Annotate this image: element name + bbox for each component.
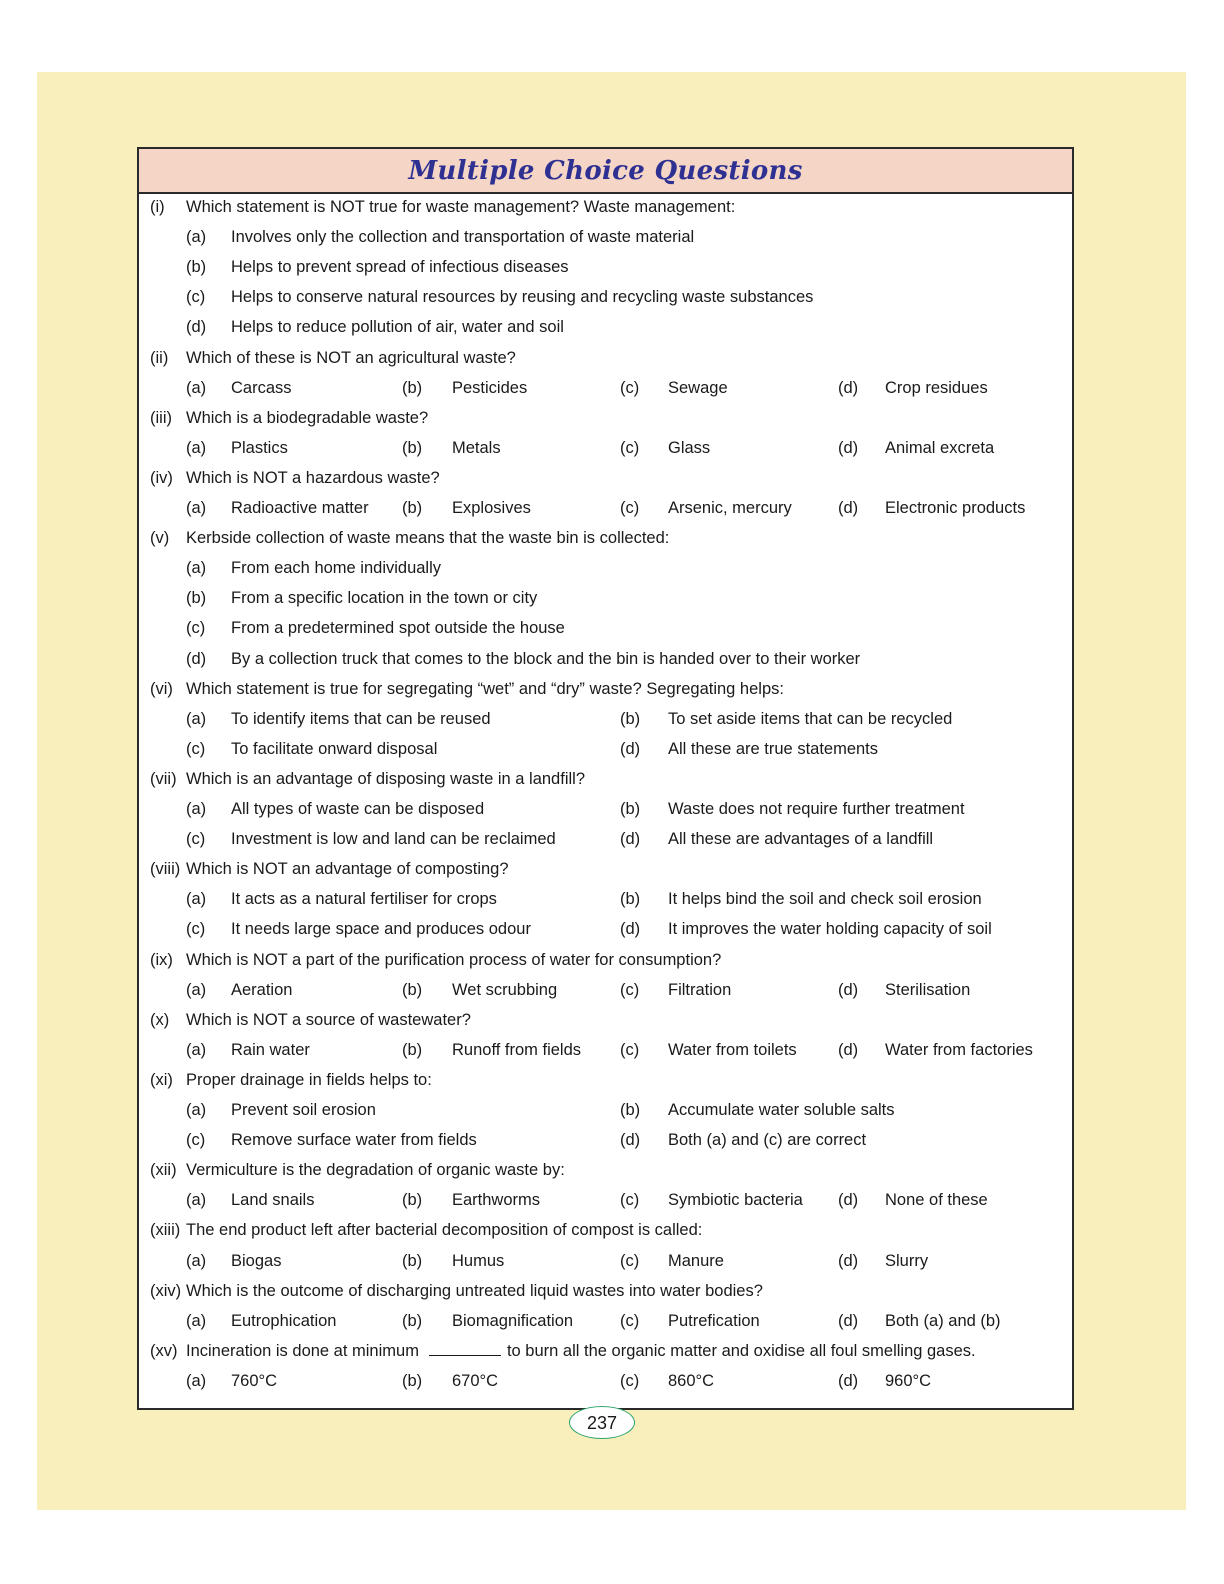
option-label: (a) bbox=[186, 1371, 207, 1390]
option-label: (d) bbox=[620, 920, 641, 939]
question-row bbox=[139, 1336, 1072, 1366]
option-label: (c) bbox=[620, 1251, 640, 1270]
question-row bbox=[139, 1065, 1072, 1095]
option-text: None of these bbox=[885, 1191, 988, 1210]
question-number: (vii) bbox=[150, 769, 177, 788]
option-label: (b) bbox=[402, 1040, 423, 1059]
option-label: (b) bbox=[620, 1101, 641, 1119]
option-text: Manure bbox=[668, 1251, 724, 1270]
option-label: (d) bbox=[186, 318, 207, 337]
section-title: Multiple Choice Questions bbox=[408, 156, 803, 186]
option-text: All these are advantages of a landfill bbox=[668, 830, 934, 849]
question-number: (iv) bbox=[150, 468, 173, 487]
option-text: It helps bind the soil and check soil erosion bbox=[668, 890, 982, 909]
option-text: Earthworms bbox=[452, 1191, 541, 1210]
fill-in-blank bbox=[429, 1339, 501, 1356]
question-row bbox=[139, 343, 1072, 373]
option-label: (c) bbox=[186, 1131, 206, 1150]
option-row bbox=[139, 1366, 1072, 1396]
option-text: Helps to prevent spread of infectious diseases bbox=[231, 258, 569, 277]
question-number: (xiv) bbox=[150, 1281, 182, 1300]
option-row bbox=[139, 312, 1072, 342]
question-row bbox=[139, 1005, 1072, 1035]
option-label: (d) bbox=[838, 1251, 859, 1270]
option-text: Helps to conserve natural resources by reusing and recycling waste substances bbox=[231, 288, 814, 307]
option-label: (c) bbox=[186, 830, 206, 849]
option-row bbox=[139, 704, 1072, 734]
option-label: (d) bbox=[620, 830, 641, 849]
option-label: (c) bbox=[186, 920, 206, 939]
option-text: Water from toilets bbox=[668, 1040, 797, 1059]
option-row bbox=[139, 493, 1072, 523]
option-text: Carcass bbox=[231, 378, 292, 397]
option-label: (a) bbox=[186, 1251, 207, 1270]
question-text: Which is a biodegradable waste? bbox=[186, 408, 429, 427]
option-label: (d) bbox=[838, 980, 859, 999]
option-text: Slurry bbox=[885, 1251, 929, 1270]
option-label: (b) bbox=[402, 438, 423, 457]
option-text: Arsenic, mercury bbox=[668, 499, 792, 517]
question-number: (xv) bbox=[150, 1341, 178, 1360]
option-text: Electronic products bbox=[885, 499, 1026, 517]
question-number: (ix) bbox=[150, 950, 173, 969]
option-label: (b) bbox=[402, 1191, 423, 1210]
option-text: Putrefication bbox=[668, 1311, 760, 1330]
option-row bbox=[139, 282, 1072, 312]
question-text: Which is NOT a source of wastewater? bbox=[186, 1010, 471, 1029]
option-label: (d) bbox=[620, 739, 641, 758]
option-text: Prevent soil erosion bbox=[231, 1101, 376, 1119]
option-text: It acts as a natural fertiliser for crops bbox=[231, 890, 497, 909]
option-text: Remove surface water from fields bbox=[231, 1131, 477, 1150]
option-label: (a) bbox=[186, 438, 207, 457]
option-text: From each home individually bbox=[231, 559, 442, 578]
option-text: Sewage bbox=[668, 378, 728, 397]
question-text: Which of these is NOT an agricultural waste? bbox=[186, 348, 516, 367]
option-row bbox=[139, 1035, 1072, 1065]
option-text: Both (a) and (c) are correct bbox=[668, 1131, 867, 1150]
option-label: (a) bbox=[186, 1101, 207, 1119]
option-text: 960°C bbox=[885, 1371, 932, 1390]
option-text: Accumulate water soluble salts bbox=[668, 1101, 895, 1119]
option-label: (a) bbox=[186, 499, 207, 517]
option-text: Glass bbox=[668, 438, 711, 457]
question-number: (vi) bbox=[150, 679, 173, 698]
option-text: 860°C bbox=[668, 1371, 715, 1390]
option-text: Humus bbox=[452, 1251, 505, 1270]
question-text-after: to burn all the organic matter and oxidise all foul smelling gases. bbox=[506, 1341, 976, 1360]
mcq-box bbox=[137, 147, 1074, 1410]
option-text: Rain water bbox=[231, 1040, 310, 1059]
option-row bbox=[139, 1246, 1072, 1276]
option-label: (d) bbox=[838, 1371, 859, 1390]
question-row bbox=[139, 523, 1072, 553]
question-text: Which is NOT a hazardous waste? bbox=[186, 468, 440, 487]
option-row bbox=[139, 914, 1072, 944]
question-row bbox=[139, 1276, 1072, 1306]
option-label: (c) bbox=[186, 619, 206, 638]
option-text: 670°C bbox=[452, 1371, 499, 1390]
option-label: (c) bbox=[620, 1040, 640, 1059]
option-row bbox=[139, 1095, 1072, 1125]
question-number: (xiii) bbox=[150, 1221, 181, 1240]
option-text: From a specific location in the town or city bbox=[231, 589, 538, 608]
option-label: (b) bbox=[402, 980, 423, 999]
option-text: By a collection truck that comes to the block and the bin is handed over to their worker bbox=[231, 649, 861, 668]
option-text: Both (a) and (b) bbox=[885, 1311, 1001, 1330]
option-label: (b) bbox=[402, 1311, 423, 1330]
question-text: Which is an advantage of disposing waste in a landfill? bbox=[186, 769, 585, 788]
question-text: Which statement is NOT true for waste management? Waste management: bbox=[186, 198, 736, 216]
option-row bbox=[139, 1306, 1072, 1336]
option-label: (a) bbox=[186, 709, 207, 728]
option-text: Eutrophication bbox=[231, 1311, 337, 1330]
option-label: (b) bbox=[402, 499, 423, 517]
option-text: Involves only the collection and transportation of waste material bbox=[231, 228, 695, 247]
question-number: (x) bbox=[150, 1010, 170, 1029]
question-row bbox=[139, 1155, 1072, 1185]
option-label: (c) bbox=[620, 1311, 640, 1330]
option-label: (b) bbox=[402, 1371, 423, 1390]
option-label: (b) bbox=[620, 709, 641, 728]
question-row bbox=[139, 854, 1072, 884]
option-label: (c) bbox=[620, 980, 640, 999]
option-text: Crop residues bbox=[885, 378, 988, 397]
option-label: (c) bbox=[186, 739, 206, 758]
option-row bbox=[139, 794, 1072, 824]
option-row bbox=[139, 373, 1072, 403]
question-row bbox=[139, 1215, 1072, 1245]
option-row bbox=[139, 1185, 1072, 1215]
question-number: (i) bbox=[150, 198, 165, 216]
option-row bbox=[139, 553, 1072, 583]
question-number: (v) bbox=[150, 529, 170, 548]
question-text: Vermiculture is the degradation of organic waste by: bbox=[186, 1161, 565, 1180]
question-text: Which statement is true for segregating “wet” and “dry” waste? Segregating helps: bbox=[186, 679, 784, 698]
question-number: (xi) bbox=[150, 1070, 173, 1089]
option-text: Pesticides bbox=[452, 378, 528, 397]
option-text: Helps to reduce pollution of air, water and soil bbox=[231, 318, 564, 337]
option-text: Animal excreta bbox=[885, 438, 995, 457]
page-number: 237 bbox=[569, 1406, 635, 1439]
question-text bbox=[186, 1336, 976, 1366]
option-row bbox=[139, 1125, 1072, 1155]
option-label: (b) bbox=[620, 800, 641, 818]
option-label: (b) bbox=[620, 890, 641, 909]
question-row bbox=[139, 463, 1072, 493]
question-number: (ii) bbox=[150, 348, 169, 367]
option-text: Land snails bbox=[231, 1191, 315, 1210]
option-label: (a) bbox=[186, 378, 207, 397]
option-label: (c) bbox=[620, 1371, 640, 1390]
option-text: Sterilisation bbox=[885, 980, 971, 999]
option-label: (d) bbox=[620, 1131, 641, 1150]
option-label: (c) bbox=[186, 288, 206, 307]
question-text-before: Incineration is done at minimum bbox=[186, 1341, 419, 1360]
option-text: It needs large space and produces odour bbox=[231, 920, 531, 939]
option-label: (a) bbox=[186, 800, 207, 818]
option-label: (c) bbox=[620, 378, 640, 397]
option-label: (c) bbox=[620, 1191, 640, 1210]
option-label: (d) bbox=[838, 1040, 859, 1059]
option-text: Plastics bbox=[231, 438, 288, 457]
option-text: All these are true statements bbox=[668, 739, 879, 758]
question-text: Proper drainage in fields helps to: bbox=[186, 1070, 432, 1089]
option-text: Aeration bbox=[231, 980, 293, 999]
option-label: (b) bbox=[186, 258, 207, 277]
option-label: (d) bbox=[838, 1191, 859, 1210]
option-text: Filtration bbox=[668, 980, 732, 999]
option-text: To facilitate onward disposal bbox=[231, 739, 438, 758]
option-text: To identify items that can be reused bbox=[231, 709, 491, 728]
question-number: (viii) bbox=[150, 860, 181, 879]
option-row bbox=[139, 975, 1072, 1005]
option-label: (b) bbox=[402, 1251, 423, 1270]
option-row bbox=[139, 583, 1072, 613]
question-row bbox=[139, 674, 1072, 704]
question-row bbox=[139, 764, 1072, 794]
question-text: Kerbside collection of waste means that the waste bin is collected: bbox=[186, 529, 670, 548]
option-label: (a) bbox=[186, 1040, 207, 1059]
option-text: It improves the water holding capacity of soil bbox=[668, 920, 992, 939]
option-text: Water from factories bbox=[885, 1040, 1033, 1059]
option-text: Investment is low and land can be reclaimed bbox=[231, 830, 556, 849]
option-label: (d) bbox=[838, 438, 859, 457]
option-text: Radioactive matter bbox=[231, 499, 369, 517]
option-text: Metals bbox=[452, 438, 501, 457]
option-label: (c) bbox=[620, 438, 640, 457]
question-row bbox=[139, 403, 1072, 433]
question-number: (iii) bbox=[150, 408, 172, 427]
option-row bbox=[139, 252, 1072, 282]
option-text: Biomagnification bbox=[452, 1311, 574, 1330]
question-text: Which is NOT an advantage of composting? bbox=[186, 860, 509, 879]
option-label: (d) bbox=[838, 378, 859, 397]
option-text: Symbiotic bacteria bbox=[668, 1191, 803, 1210]
option-row bbox=[139, 222, 1072, 252]
option-label: (a) bbox=[186, 228, 207, 247]
option-text: From a predetermined spot outside the house bbox=[231, 619, 565, 638]
option-label: (a) bbox=[186, 559, 207, 578]
option-text: Runoff from fields bbox=[452, 1040, 582, 1059]
option-label: (d) bbox=[838, 499, 859, 517]
option-row bbox=[139, 824, 1072, 854]
option-text: Wet scrubbing bbox=[452, 980, 558, 999]
option-label: (b) bbox=[186, 589, 207, 608]
option-text: Waste does not require further treatment bbox=[668, 800, 965, 818]
option-label: (c) bbox=[620, 499, 640, 517]
option-label: (a) bbox=[186, 890, 207, 909]
question-row bbox=[139, 192, 1072, 222]
option-row bbox=[139, 884, 1072, 914]
question-text: The end product left after bacterial decomposition of compost is called: bbox=[186, 1221, 703, 1240]
question-text: Which is the outcome of discharging untreated liquid wastes into water bodies? bbox=[186, 1281, 763, 1300]
option-label: (d) bbox=[186, 649, 207, 668]
option-row bbox=[139, 734, 1072, 764]
option-label: (b) bbox=[402, 378, 423, 397]
option-label: (a) bbox=[186, 980, 207, 999]
option-text: 760°C bbox=[231, 1371, 278, 1390]
question-row bbox=[139, 945, 1072, 975]
title-bar bbox=[139, 149, 1072, 194]
option-row bbox=[139, 613, 1072, 643]
question-text: Which is NOT a part of the purification process of water for consumption? bbox=[186, 950, 722, 969]
option-label: (d) bbox=[838, 1311, 859, 1330]
option-text: Biogas bbox=[231, 1251, 282, 1270]
option-text: Explosives bbox=[452, 499, 531, 517]
option-label: (a) bbox=[186, 1311, 207, 1330]
option-text: To set aside items that can be recycled bbox=[668, 709, 953, 728]
option-text: All types of waste can be disposed bbox=[231, 800, 485, 818]
option-label: (a) bbox=[186, 1191, 207, 1210]
option-row bbox=[139, 644, 1072, 674]
question-number: (xii) bbox=[150, 1161, 177, 1180]
option-row bbox=[139, 433, 1072, 463]
